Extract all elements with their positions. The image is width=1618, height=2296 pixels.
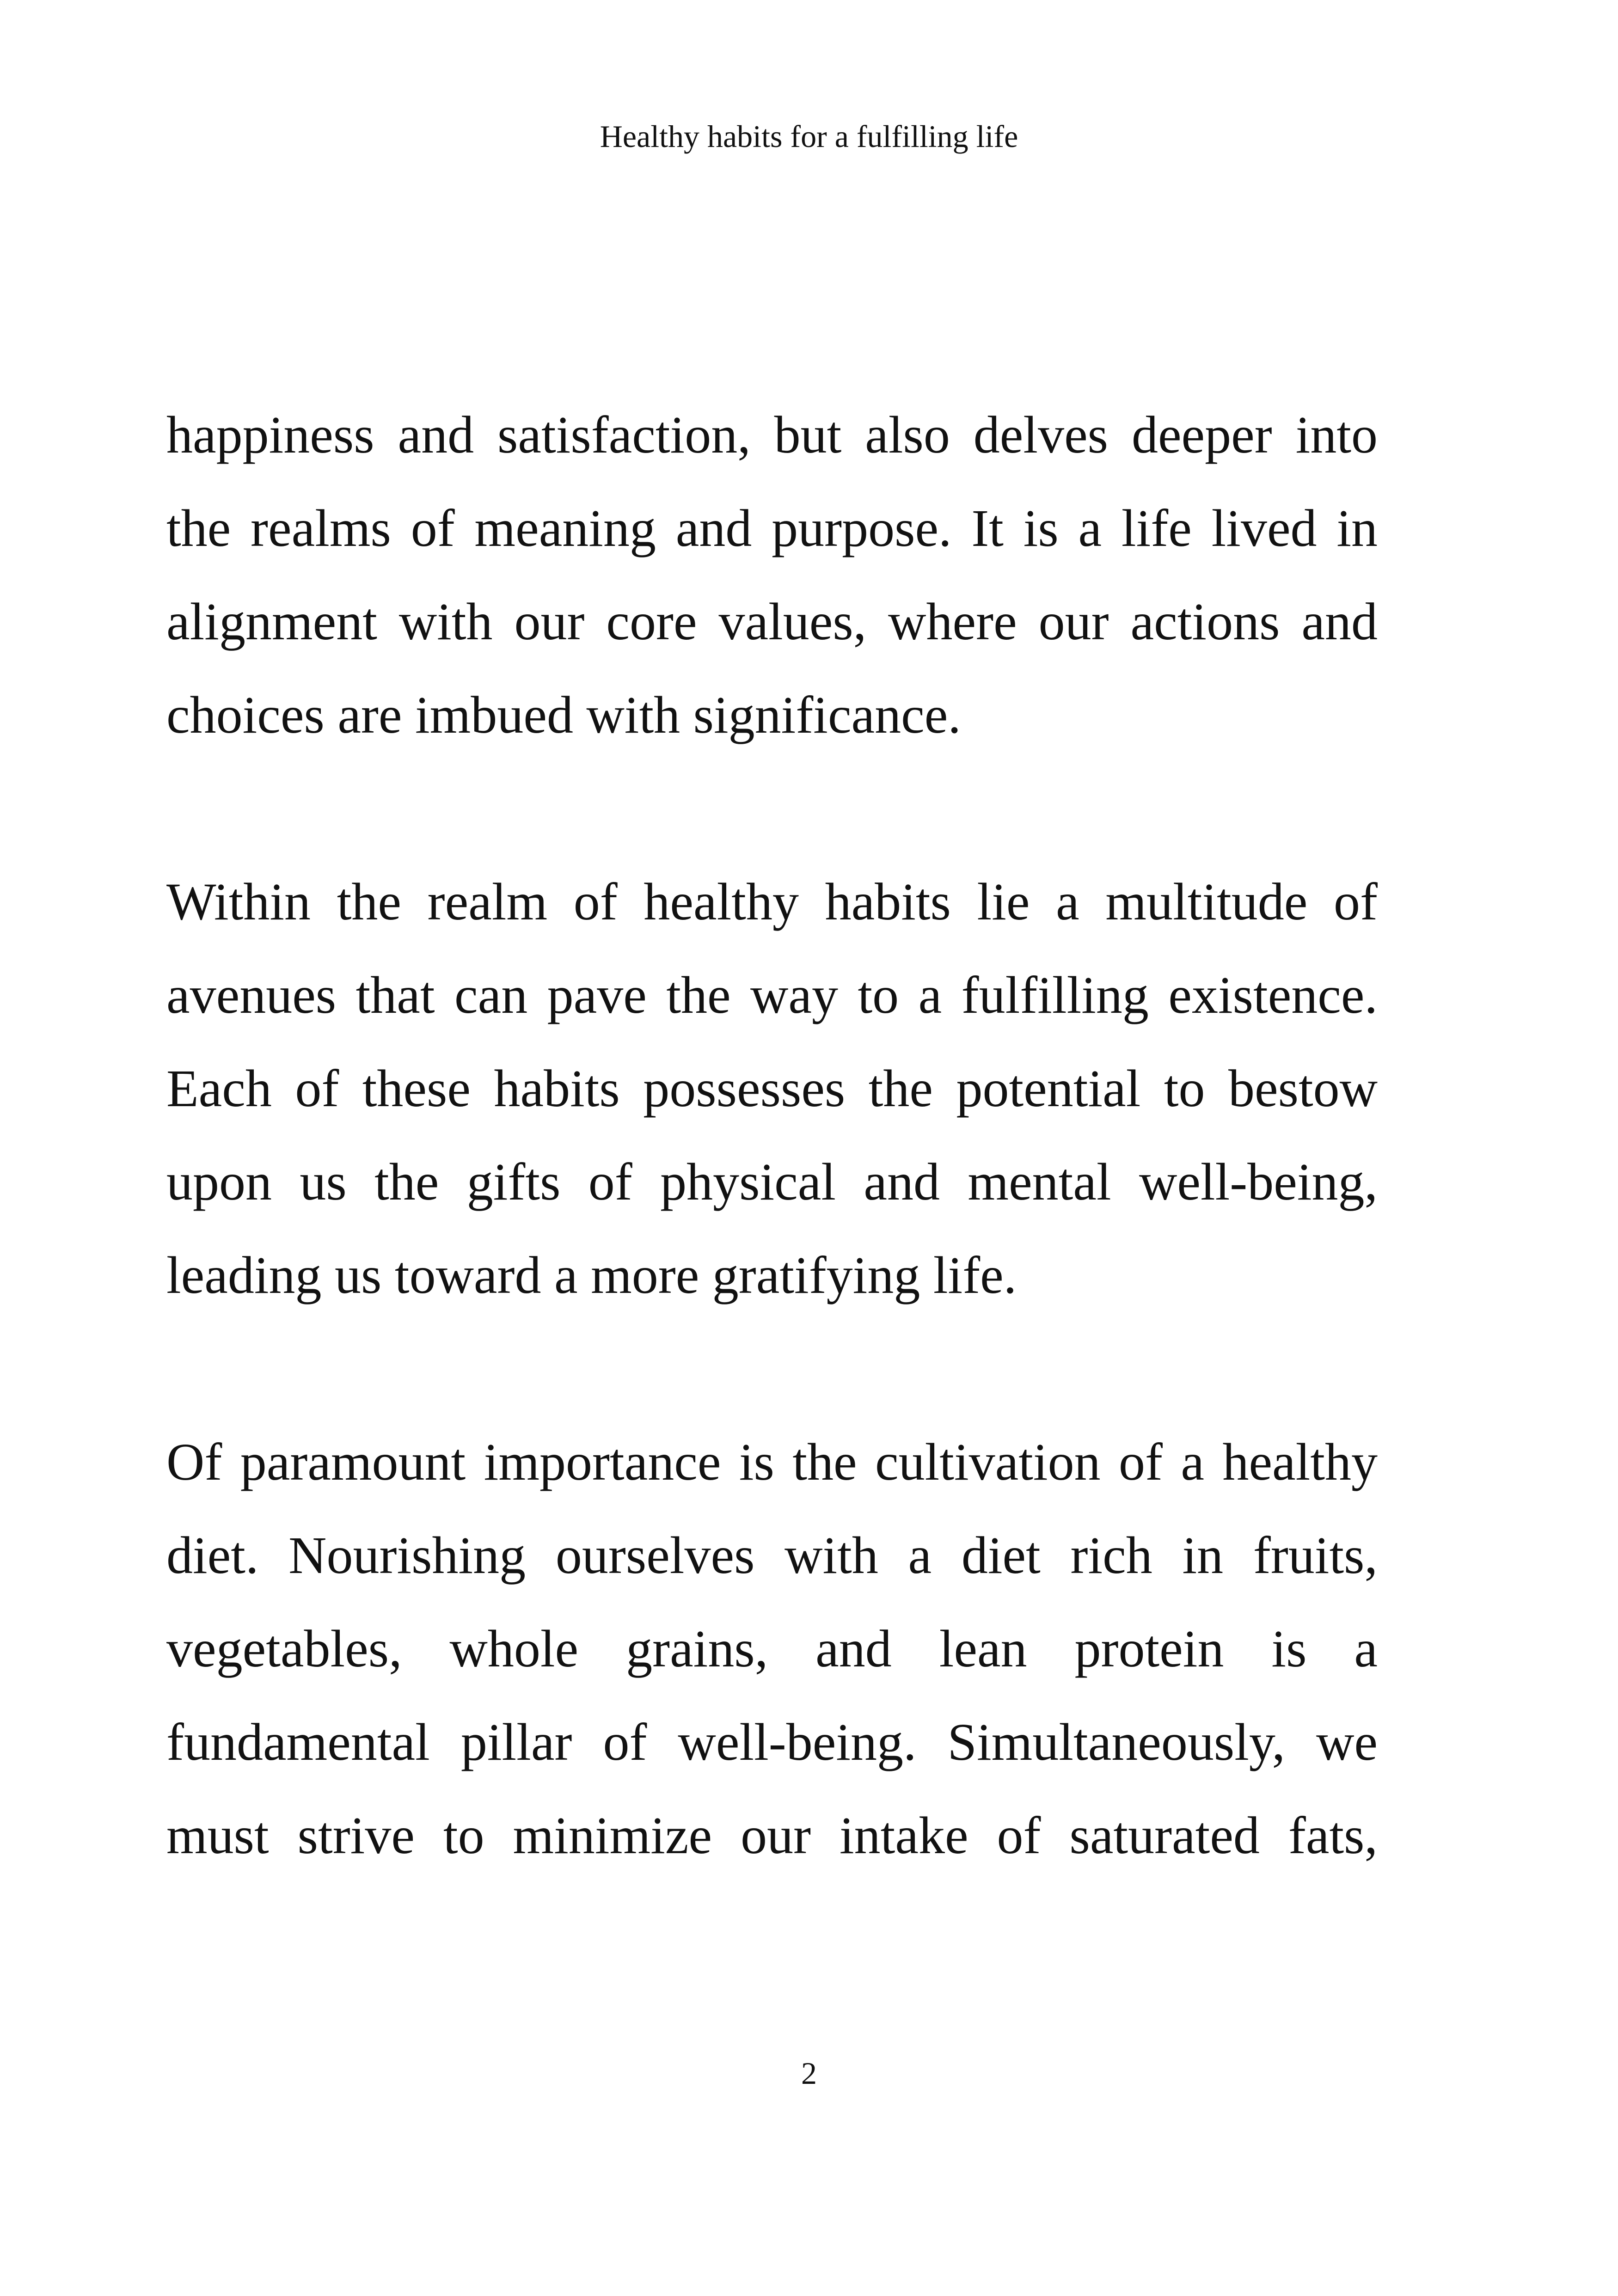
paragraph-3: Of paramount importance is the cultivation of a healthy diet. Nourishing ourselves with a diet rich in fruits, vegetables, whole grains, and lean protein is a fundamental pillar of well-being. Simultaneously, we must strive to minimize our intake of saturated fats,	[166, 1433, 1378, 1865]
running-header: Healthy habits for a fulfilling life	[600, 119, 1018, 154]
paragraph-2: Within the realm of healthy habits lie a multitude of avenues that can pave the way to a fulfilling existence. Each of these habits possesses the potential to bestow upon us the gifts of physical and mental well-being, leading us toward a more gratifying life.	[166, 872, 1378, 1304]
paragraph-1: happiness and satisfaction, but also delves deeper into the realms of meaning and purpose. It is a life lived in alignment with our core values, where our actions and choices are imbued with significance.	[166, 405, 1378, 744]
page-number: 2	[801, 2056, 817, 2091]
body-text	[166, 388, 1378, 1976]
